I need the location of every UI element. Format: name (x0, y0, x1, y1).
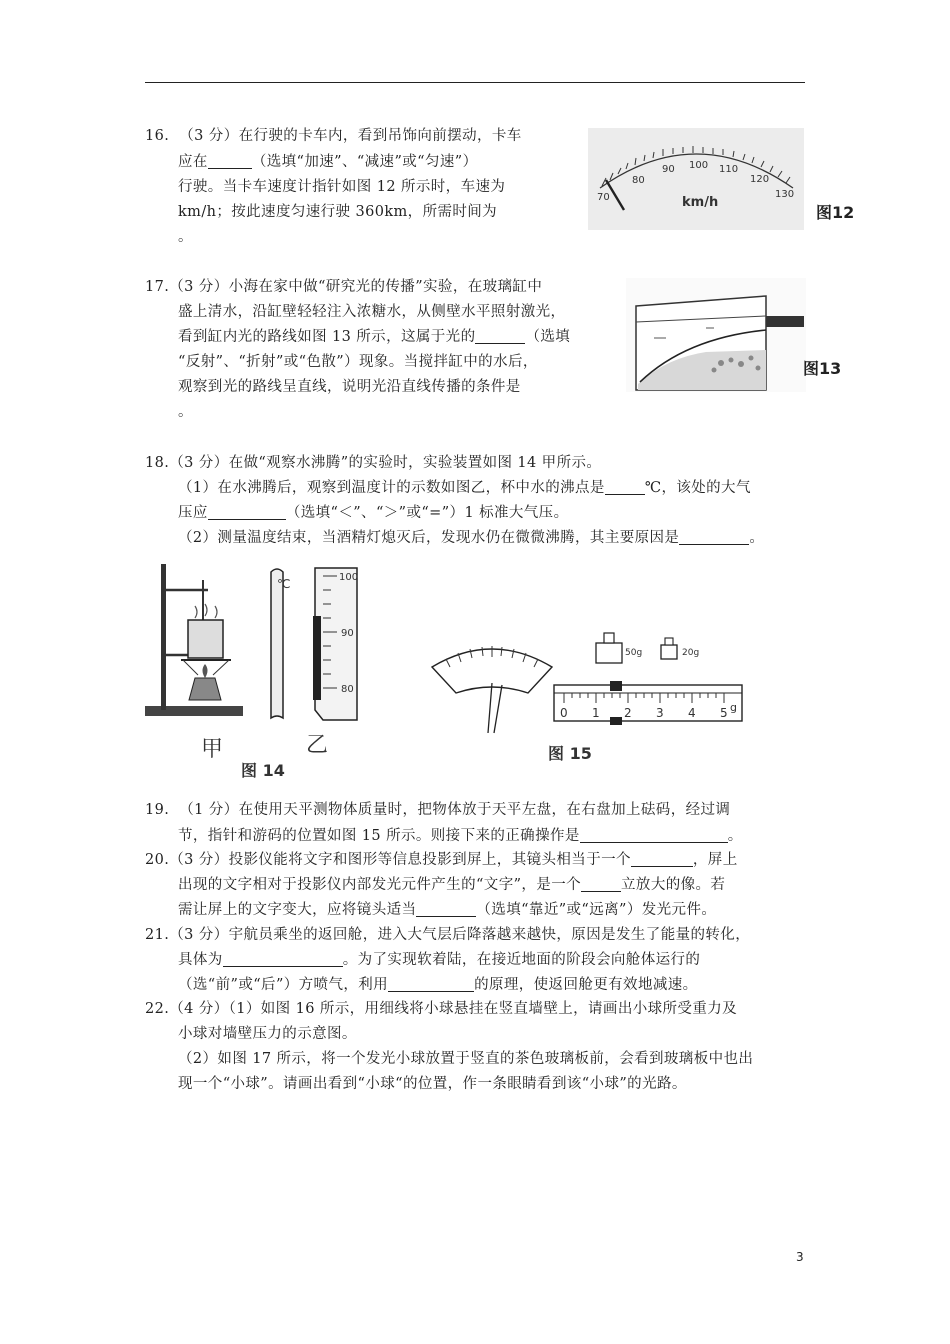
thermometer-tick-label: 80 (341, 684, 354, 695)
q17-line-4: “反射”、“折射”或“色散”）现象。当搅拌缸中的水后， (178, 354, 538, 370)
q16-line-5: 。 (178, 229, 193, 245)
answer-blank[interactable] (416, 900, 476, 917)
q21-line-2: 具体为 。为了实现软着陆，在接近地面的阶段会向舱体运行的 (178, 952, 701, 968)
iron-stand-base (145, 706, 243, 716)
alcohol-lamp (189, 678, 221, 700)
thermometer-unit: ℃ (277, 577, 291, 591)
q22-line-1: 22.（4 分）（1）如图 16 所示，用细线将小球悬挂在竖直墙壁上，请画出小球所受重力及 (145, 1001, 738, 1017)
figure-12-speedometer (588, 128, 804, 230)
q18-line-1: 18.（3 分）在做“观察水沸腾”的实验时，实验装置如图 14 甲所示。 (145, 455, 602, 471)
thermometer-scale (315, 568, 357, 720)
answer-blank[interactable] (581, 875, 621, 892)
iron-stand-rod (161, 564, 166, 710)
scale-tick-label: 5 (720, 706, 728, 720)
scale-tick-label: 1 (592, 706, 600, 720)
thermometer-tick-label: 100 (339, 572, 359, 583)
q17-line-1: 17.（3 分）小海在家中做“研究光的传播”实验，在玻璃缸中 (145, 279, 543, 295)
q16-line-4: km/h；按此速度匀速行驶 360km，所需时间为 (178, 204, 498, 220)
answer-blank[interactable] (580, 826, 728, 843)
thermometer-body-left (271, 569, 283, 718)
speed-tick-label: 80 (632, 175, 645, 186)
scale-tick-label: 4 (688, 706, 696, 720)
figure-14-boiling-apparatus (143, 560, 381, 782)
q17-line-6: 。 (178, 404, 193, 420)
q20-line-3: 需让屏上的文字变大，应将镜头适当 （选填“靠近”或“远离”）发光元件。 (178, 902, 717, 918)
q17-line-2: 盛上清水，沿缸壁轻轻注入浓糖水，从侧壁水平照射激光， (178, 304, 566, 320)
scale-tick-label: 2 (624, 706, 632, 720)
header-rule (145, 82, 805, 83)
label-jia: 甲 (201, 737, 224, 762)
q17-line-3: 看到缸内光的路线如图 13 所示，这属于光的 （选填 (178, 329, 571, 345)
figure-13-label: 图13 (803, 359, 842, 378)
answer-blank[interactable] (605, 478, 645, 495)
mercury-column (313, 616, 321, 700)
scale-unit: g (730, 701, 737, 714)
figure-15-balance (428, 625, 748, 770)
speedometer-background (588, 128, 804, 230)
scale-tick-label: 0 (560, 706, 568, 720)
answer-blank[interactable] (208, 152, 252, 169)
figure-13-glass-tank (626, 278, 806, 392)
speed-unit-label: km/h (682, 195, 719, 210)
weight-20g-label: 20g (682, 648, 700, 658)
rider-scale-beam (554, 685, 742, 721)
weight-20g (661, 645, 677, 659)
speed-tick-label: 100 (689, 160, 709, 171)
answer-blank[interactable] (679, 528, 749, 545)
q18-line-3: 压应 （选填“＜”、“＞”或“=”）1 标准大气压。 (178, 505, 569, 521)
speed-tick-label: 70 (597, 192, 610, 203)
beaker (188, 620, 223, 658)
answer-blank[interactable] (475, 327, 525, 344)
speed-tick-label: 130 (775, 189, 795, 200)
answer-blank[interactable] (208, 503, 286, 520)
weight-50g-label: 50g (625, 648, 643, 658)
laser-pointer (766, 316, 804, 327)
q18-line-4: （2）测量温度结束，当酒精灯熄灭后，发现水仍在微微沸腾，其主要原因是 。 (178, 530, 765, 546)
answer-blank[interactable] (388, 975, 474, 992)
q19-line-1: 19. （1 分）在使用天平测物体质量时，把物体放于天平左盘，在右盘加上砝码，经过调 (145, 802, 731, 818)
figure-14-label: 图 14 (241, 761, 285, 780)
speed-tick-label: 90 (662, 164, 675, 175)
q16-line-2: 应在 （选填“加速”、“减速”或“匀速”） (178, 154, 478, 170)
speed-tick-label: 120 (750, 174, 770, 185)
steam (195, 604, 217, 618)
speed-tick-label: 110 (719, 164, 739, 175)
q19-line-2: 节，指针和游码的位置如图 15 所示。则接下来的正确操作是 。 (178, 828, 743, 844)
label-yi: 乙 (306, 733, 329, 758)
q22-line-4: 现一个“小球”。请画出看到“小球“的位置，作一条眼睛看到该“小球”的光路。 (178, 1076, 687, 1092)
q16-line-3: 行驶。当卡车速度计指针如图 12 所示时，车速为 (178, 179, 506, 195)
q22-line-2: 小球对墙壁压力的示意图。 (178, 1026, 357, 1042)
scale-tick-label: 3 (656, 706, 664, 720)
q21-line-3: （选“前”或“后”）方喷气，利用 的原理，使返回舱更有效地减速。 (178, 977, 698, 993)
flame (203, 664, 208, 678)
q20-line-2: 出现的文字相对于投影仪内部发光元件产生的“文字”，是一个 立放大的像。若 (178, 877, 726, 893)
thermometer-tick-label: 90 (341, 628, 354, 639)
answer-blank[interactable] (223, 950, 343, 967)
figure-12-label: 图12 (816, 203, 855, 222)
rider-top (610, 681, 622, 691)
q21-line-1: 21.（3 分）宇航员乘坐的返回舱，进入大气层后降落越来越快，原因是发生了能量的转化， (145, 927, 751, 943)
q18-line-2: （1）在水沸腾后，观察到温度计的示数如图乙，杯中水的沸点是 ℃，该处的大气 (178, 480, 751, 496)
q20-line-1: 20.（3 分）投影仪能将文字和图形等信息投影到屏上，其镜头相当于一个 ，屏上 (145, 852, 738, 868)
balance-pointer (488, 683, 492, 733)
rider-bottom (610, 717, 622, 725)
q17-line-5: 观察到光的路线呈直线，说明光沿直线传播的条件是 (178, 379, 521, 395)
q16-line-1: 16. （3 分）在行驶的卡车内，看到吊饰向前摆动，卡车 (145, 128, 522, 144)
page-number: 3 (796, 1250, 804, 1264)
answer-blank[interactable] (631, 850, 693, 867)
figure-15-label: 图 15 (548, 744, 592, 763)
weight-50g (596, 643, 622, 663)
q22-line-3: （2）如图 17 所示，将一个发光小球放置于竖直的茶色玻璃板前，会看到玻璃板中也出 (178, 1051, 754, 1067)
